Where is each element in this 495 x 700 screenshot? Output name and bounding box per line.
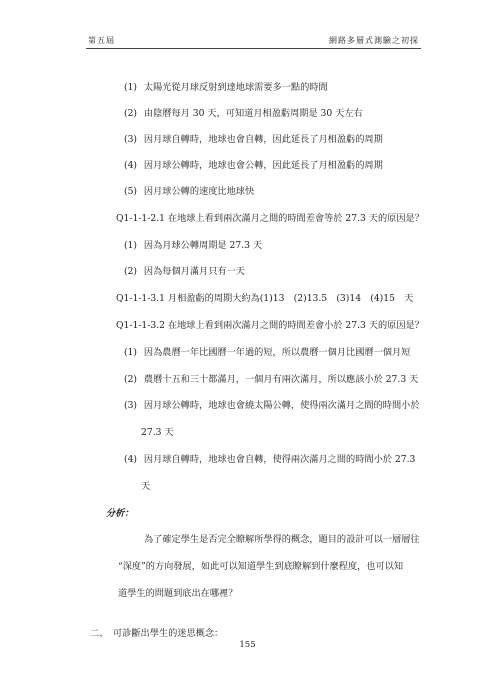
analysis-paragraph-line: “深度”的方向發展，如此可以知道學生到底瞭解到什麼程度，也可以知 xyxy=(118,561,404,572)
item-number: (3) xyxy=(124,134,138,145)
section-heading: 二、 可診斷出學生的迷思概念： xyxy=(90,628,224,639)
question-3-1: Q1-1-1-3.1 月相盈虧的周期大約為(1)13 (2)13.5 (3)14 (4)15 天 xyxy=(116,293,414,304)
item-continuation: 天 xyxy=(141,481,151,492)
item-number: (1) xyxy=(124,82,138,93)
analysis-paragraph-line: 道學生的問題到底出在哪裡？ xyxy=(118,588,238,599)
list-item xyxy=(124,160,383,172)
item-text: 因月球公轉時，地球也會繞太陽公轉，使得兩次滿月之間的時間小於 xyxy=(143,400,420,411)
item-number: (2) xyxy=(124,374,138,385)
item-text: 因月球自轉時，地球也會自轉，因此延長了月相盈虧的周期 xyxy=(143,134,383,145)
item-number: (2) xyxy=(124,266,138,277)
item-number: (1) xyxy=(124,240,138,251)
header-event-label: 第五屆 xyxy=(88,36,115,45)
list-item xyxy=(124,186,254,198)
list-item xyxy=(124,400,420,412)
item-text: 因為每個月滿月只有一天 xyxy=(143,266,245,277)
list-item xyxy=(124,108,363,120)
item-text: 因月球公轉時，地球也會公轉，因此延長了月相盈虧的周期 xyxy=(143,160,383,171)
item-text: 太陽光從月球反射到達地球需要多一點的時間 xyxy=(143,82,328,93)
header-paper-title: 網路多層式測驗之初探 xyxy=(329,36,419,45)
header-rule xyxy=(86,48,421,49)
item-text: 農曆十五和三十都滿月，一個月有兩次滿月，所以應該小於 27.3 天 xyxy=(143,374,419,385)
item-text: 因為月球公轉周期是 27.3 天 xyxy=(143,240,263,251)
item-text: 因月球自轉時，地球也會自轉，使得兩次滿月之間的時間小於 27.3 xyxy=(143,454,416,465)
list-item xyxy=(124,82,328,94)
analysis-heading: 分析： xyxy=(106,508,134,519)
list-item xyxy=(124,134,383,146)
question-2-1: Q1-1-1-2.1 在地球上看到兩次滿月之間的時間差會等於 27.3 天的原因是？ xyxy=(116,213,424,224)
analysis-paragraph-line: 為了確定學生是否完全瞭解所學得的概念，題目的設計可以一層層往 xyxy=(144,534,420,545)
item-number: (4) xyxy=(124,160,138,171)
page-number: 155 xyxy=(239,640,256,650)
list-item xyxy=(124,347,410,359)
item-number: (4) xyxy=(124,454,138,465)
item-number: (3) xyxy=(124,400,138,411)
item-text: 因月球公轉的速度比地球快 xyxy=(143,186,255,197)
item-continuation: 27.3 天 xyxy=(141,427,174,438)
item-number: (5) xyxy=(124,186,138,197)
list-item xyxy=(124,266,245,278)
item-number: (2) xyxy=(124,108,138,119)
item-text: 因為農曆一年比國曆一年過的短，所以農曆一個月比國曆一個月短 xyxy=(143,347,411,358)
item-number: (1) xyxy=(124,347,138,358)
item-text: 由陰曆每月 30 天，可知道月相盈虧周期是 30 天左右 xyxy=(143,108,363,119)
question-3-2: Q1-1-1-3.2 在地球上看到兩次滿月之間的時間差會小於 27.3 天的原因是？ xyxy=(116,320,424,331)
list-item xyxy=(124,240,262,252)
list-item xyxy=(124,454,415,466)
list-item xyxy=(124,374,418,386)
